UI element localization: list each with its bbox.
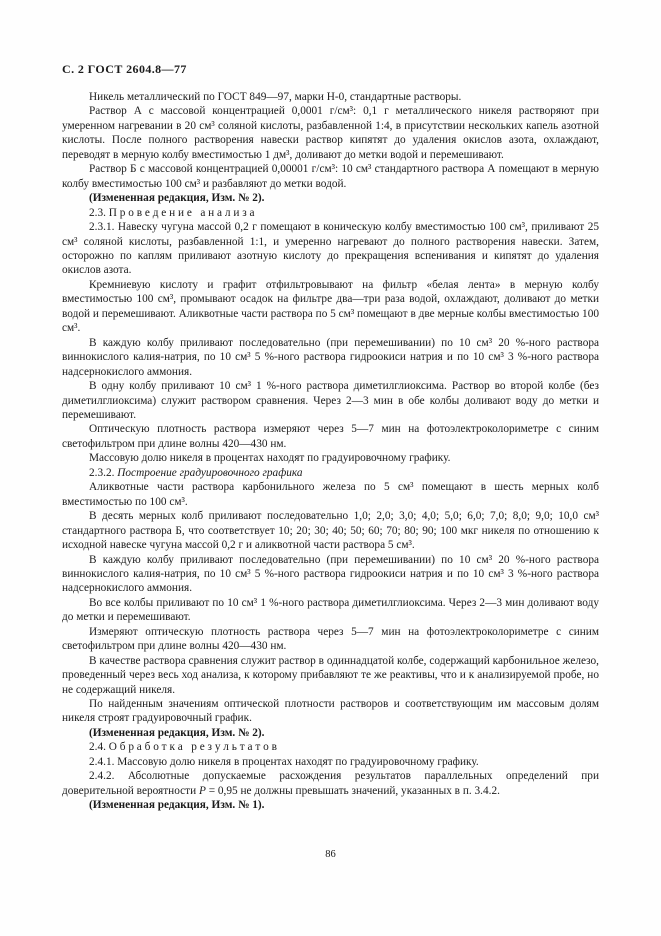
section-heading-2-4: 2.4. О б р а б о т к а р е з у л ь т а т о в — [89, 741, 277, 754]
section-title-italic: Построение градуировочного графика — [117, 466, 303, 479]
amendment-note: (Измененная редакция, Изм. № 2). — [89, 192, 265, 205]
probability-variable: Р — [198, 784, 206, 797]
paragraph-solution-a: Раствор А с массовой концентрацией 0,0001 г/см³: 0,1 г металлического никеля растворяют при умеренном нагревании в 20 см³ соляной кислоты, разбавленной 1:4, в присутствии нескольких капель азотной кислоты. После полного растворения навески раствор кипятят до удаления окислов азота, охлаждают, переводят в мерную колбу вместимостью 1 дм³, доливают до метки водой и перемешивают. — [62, 105, 599, 161]
paragraph-solution-b: Раствор Б с массовой концентрацией 0,00001 г/см³: 10 см³ стандартного раствора А помещают в мерную колбу вместимостью 100 см³ и разбавляют до метки водой. — [62, 163, 599, 190]
paragraph-optical-density: Оптическую плотность раствора измеряют через 5—7 мин на фотоэлектроколориметре с синим светофильтром при длине волны 420—430 нм. — [62, 423, 599, 450]
paragraph-2-4-1: 2.4.1. Массовую долю никеля в процентах находят по градуировочному графику. — [89, 755, 479, 768]
paragraph-2-4-2-text-end: = 0,95 не должны превышать значений, указанных в п. 3.4.2. — [205, 784, 500, 797]
paragraph-reagents-each-flask: В каждую колбу приливают последовательно (при перемешивании) по 10 см³ 20 %-ного раствора виннокислого калия-натрия, по 10 см³ 5 %-ного раствора гидроокиси натрия и по 10 см³ 3 %-ного раствора надсернокислого аммония. — [62, 336, 599, 378]
paragraph-all-flasks: Во все колбы приливают по 10 см³ 1 %-ного раствора диметилглиоксима. Через 2—3 мин доливают воду до метки и перемешивают. — [62, 596, 599, 624]
paragraph-ten-flasks: В десять мерных колб приливают последовательно 1,0; 2,0; 3,0; 4,0; 5,0; 6,0; 7,0; 8,0; 9,0; 10,0 см³ стандартного раствора Б, что соответствует 10; 20; 30; 40; 50; 60; 70; 80; 90; 100 мкг никеля по отношению к исходной навеске чугуна массой 0,2 г и аликвотной части раствора 5 см³. — [62, 510, 599, 552]
paragraph-2-3-1: 2.3.1. Навеску чугуна массой 0,2 г помещают в коническую колбу вместимостью 100 см³, приливают 25 см³ соляной кислоты, разбавленной 1:1, и умеренно нагревают до полного растворения навески. Затем, осторожно по каплям приливают азотную кислоту до прекращения вспенивания и кипятят до удаления окислов азота. — [62, 221, 599, 277]
doc-body — [62, 90, 599, 813]
doc-header: С. 2 ГОСТ 2604.8—77 — [62, 62, 187, 76]
page-number: 86 — [325, 849, 336, 860]
paragraph-nickel-standard: Никель металлический по ГОСТ 849—97, марки Н-0, стандартные растворы. — [89, 91, 462, 103]
amendment-note-2: (Измененная редакция, Изм. № 2). — [89, 726, 265, 739]
section-heading-2-3-2 — [62, 466, 599, 480]
paragraph-filtering: Кремниевую кислоту и графит отфильтровывают на фильтр «белая лента» в мерную колбу вместимостью 100 см³, промывают осадок на фильтре два—три раза водой, охлаждают, доливают до метки водой и перемешивают. Аликвотные части раствора по 5 см³ помещают в две мерные колбы вместимостью 100 см³. — [62, 278, 599, 335]
paragraph-mass-fraction: Массовую долю никеля в процентах находят по градуировочному графику. — [89, 452, 451, 465]
paragraph-aliquots-iron: Аликвотные части раствора карбонильного железа по 5 см³ помещают в шесть мерных колб вместимостью по 100 см³. — [62, 481, 599, 508]
paragraph-calibration-graph: По найденным значениям оптической плотности растворов и соответствующим им массовым долям никеля строят градуировочный график. — [62, 698, 599, 725]
paragraph-dimethylglyoxime: В одну колбу приливают 10 см³ 1 %-ного раствора диметилглиоксима. Раствор во второй колбе (без диметилглиоксима) служит раствором сравнения. Через 2—3 мин в обе колбы доливают воду до метки и перемешивают. — [62, 380, 599, 421]
paragraph-measure-density: Измеряют оптическую плотность раствора через 5—7 мин на фотоэлектроколориметре с синим светофильтром при длине волны 420—430 нм. — [62, 625, 599, 653]
paragraph-reference-solution: В качестве раствора сравнения служит раствор в одиннадцатой колбе, содержащий карбонильное железо, проведенный через весь ход анализа, к которому прибавляют те же реактивы, что и к анализируемой пробе, но не содержащий никеля. — [62, 654, 599, 696]
section-number: 2.3.2. — [89, 466, 115, 479]
section-heading-2-3: 2.3. П р о в е д е н и е а н а л и з а — [89, 206, 255, 219]
paragraph-2-4-2-text: 2.4.2. Абсолютные допускаемые расхождения результатов параллельных определений при доверительной вероятности — [62, 770, 599, 797]
paragraph-reagents-each-flask-2: В каждую колбу приливают последовательно (при перемешивании) по 10 см³ 20 %-ного раствора виннокислого калия-натрия, по 10 см³ 5 %-ного раствора гидроокиси натрия и по 10 см³ 3 %-ного раствора надсернокислого аммония. — [62, 553, 599, 595]
paragraph-2-4-2 — [62, 769, 599, 798]
amendment-note-3: (Измененная редакция, Изм. № 1). — [89, 799, 265, 812]
